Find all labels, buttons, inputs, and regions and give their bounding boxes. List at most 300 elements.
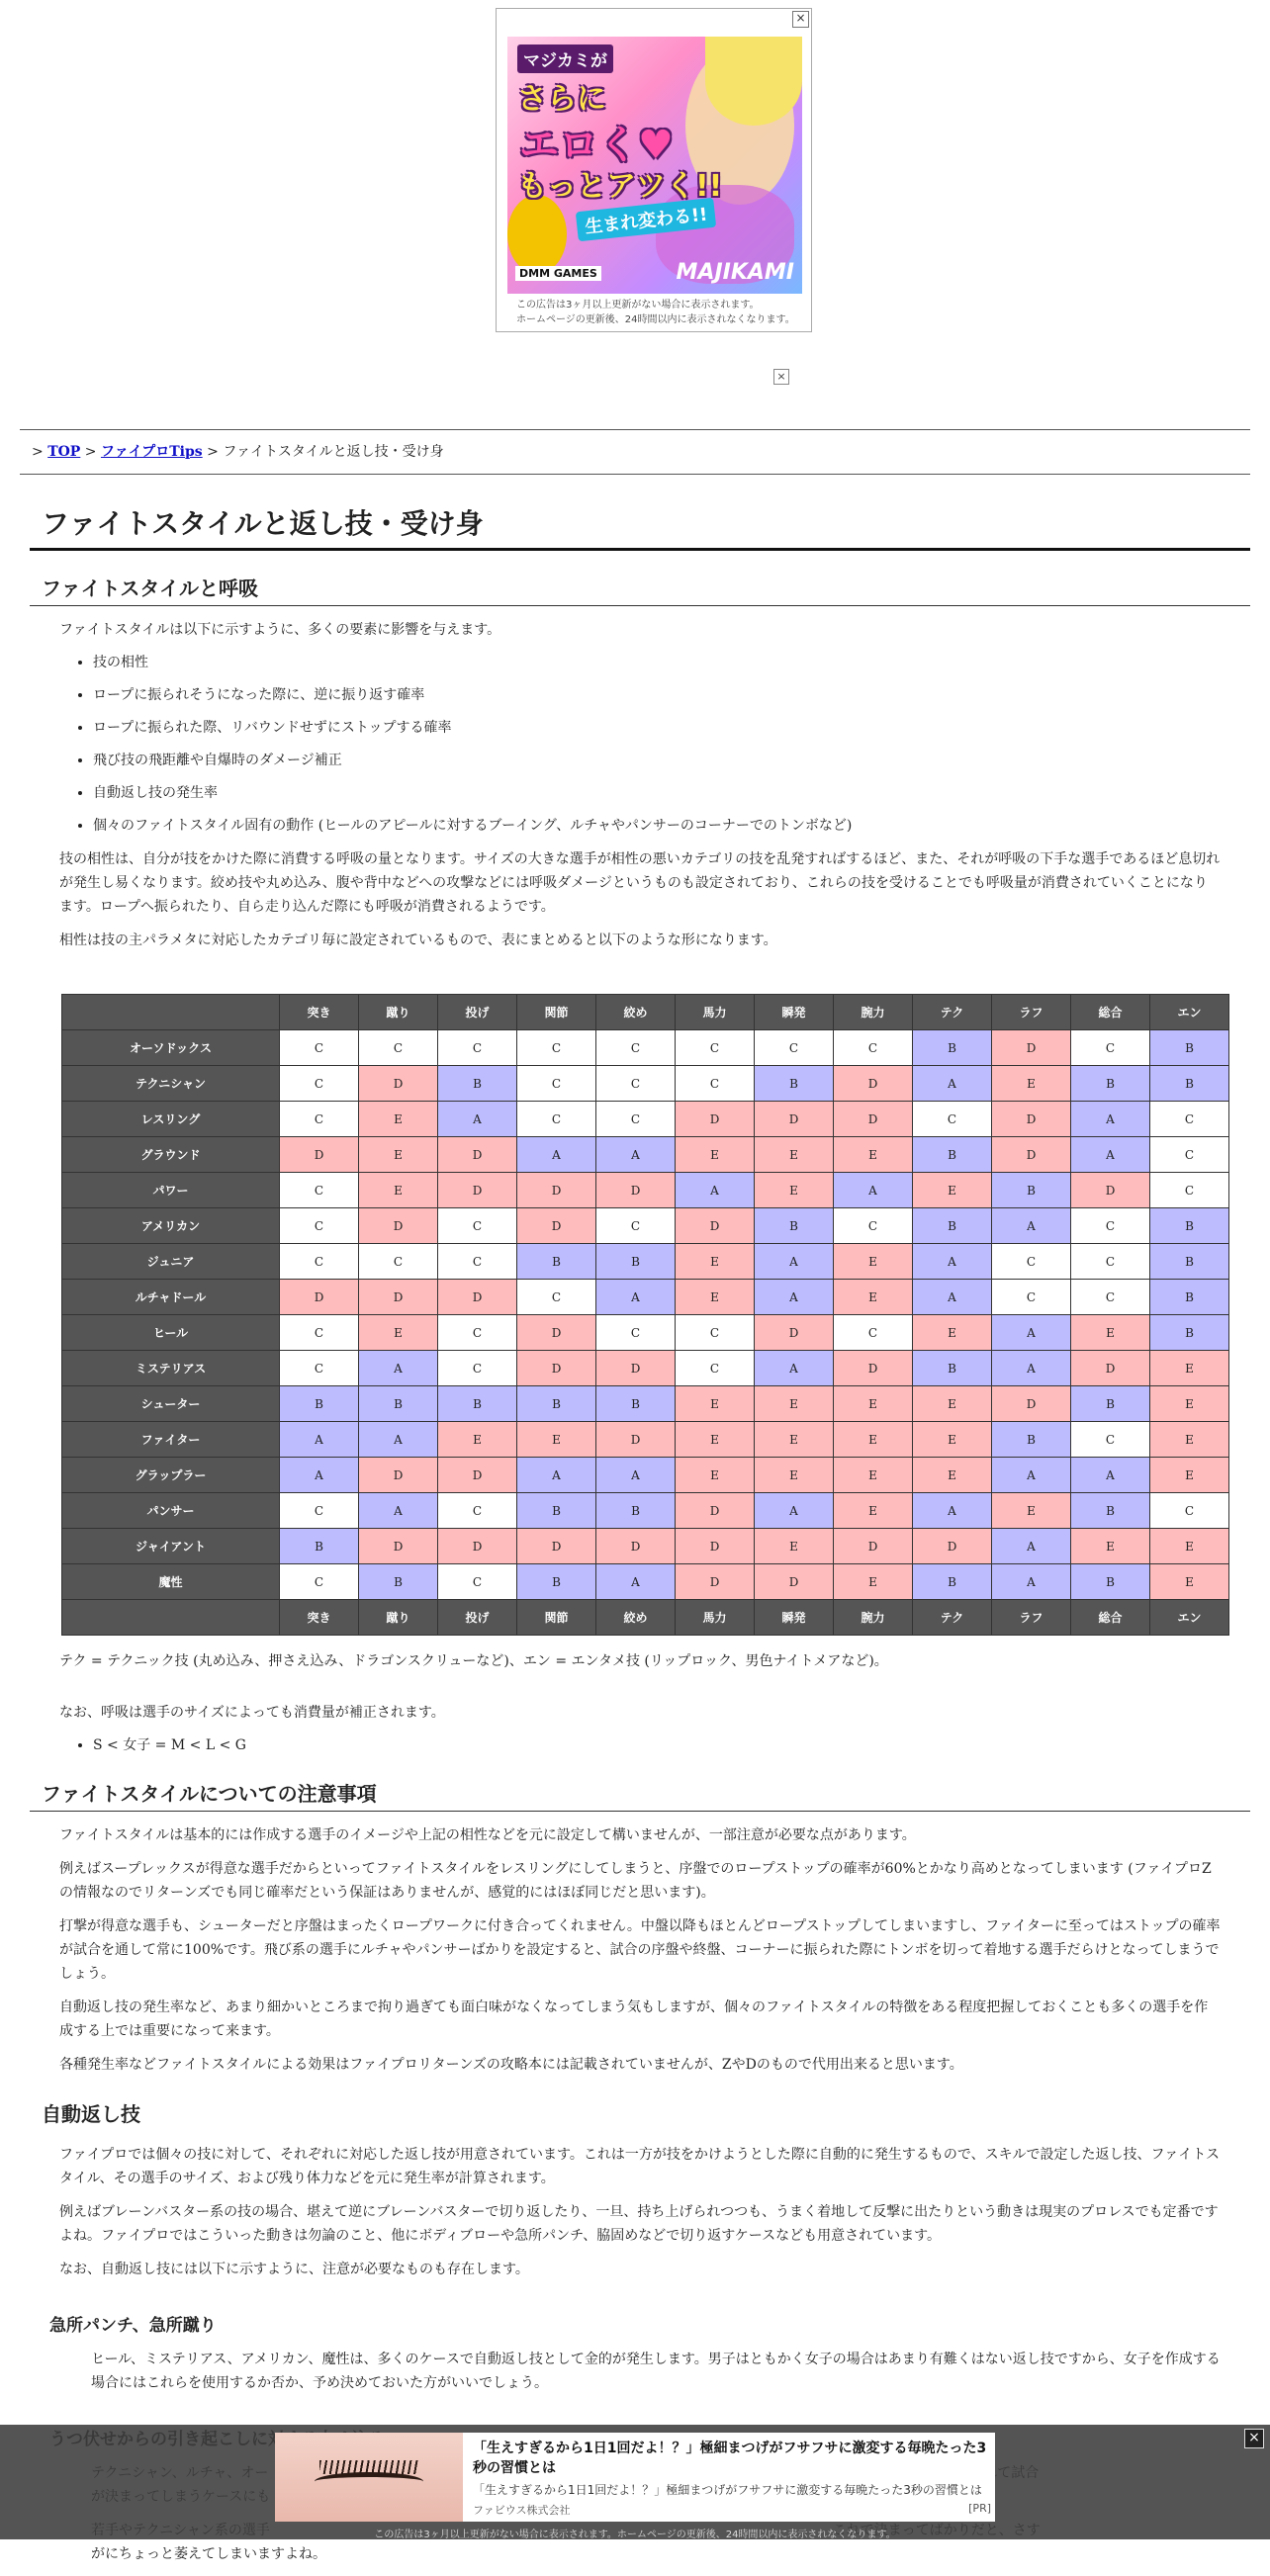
table-row-header: レスリング (62, 1102, 280, 1137)
table-cell: A (596, 1280, 676, 1315)
table-cell: D (517, 1208, 596, 1244)
table-corner-cell (62, 995, 280, 1030)
table-column-header: 関節 (517, 995, 596, 1030)
table-cell: E (834, 1493, 913, 1529)
table-cell: A (1071, 1137, 1150, 1173)
table-cell: E (1071, 1315, 1150, 1351)
table-cell: B (913, 1564, 992, 1600)
table-cell: A (596, 1458, 676, 1493)
section1-intro: ファイトスタイルは以下に示すように、多くの要素に影響を与えます。 (59, 622, 501, 638)
table-cell: C (438, 1208, 517, 1244)
table-cell: D (359, 1529, 438, 1564)
table-cell: A (992, 1529, 1071, 1564)
table-cell: A (1071, 1458, 1150, 1493)
table-row (62, 1529, 1229, 1564)
table-note: テク = テクニック技 (丸め込み、押さえ込み、ドラゴンスクリューなど)、エン = エンタメ技 (リップロック、男色ナイトメアなど)。 (59, 1653, 888, 1669)
table-cell: C (1071, 1208, 1150, 1244)
table-cell: D (992, 1137, 1071, 1173)
table-cell: A (992, 1208, 1071, 1244)
table-cell: E (913, 1422, 992, 1458)
table-cell: E (992, 1493, 1071, 1529)
table-cell: D (438, 1458, 517, 1493)
table-cell: B (1071, 1066, 1150, 1102)
table-cell: E (676, 1458, 755, 1493)
table-cell: D (992, 1030, 1071, 1066)
table-cell: C (755, 1030, 834, 1066)
table-row-header: ルチャドール (62, 1280, 280, 1315)
ad-text-1: マジカミが (517, 44, 613, 73)
table-cell: A (834, 1173, 913, 1208)
table-cell: D (438, 1529, 517, 1564)
breadcrumb-top-link[interactable]: TOP (47, 444, 81, 460)
table-cell: B (1150, 1208, 1229, 1244)
table-cell: E (359, 1137, 438, 1173)
small-close-icon[interactable]: × (773, 369, 789, 385)
table-cell: E (755, 1386, 834, 1422)
section2-p4: 自動返し技の発生率など、あまり細かいところまで拘り過ぎても面白味がなくなってしまう気もしますが、個々のファイトスタイルの特徴をある程度把握しておくことも多くの選手を作成する上では重要になって来ます。 (59, 1999, 1209, 2039)
table-cell: C (1071, 1244, 1150, 1280)
table-cell: B (517, 1244, 596, 1280)
table-cell: E (834, 1386, 913, 1422)
table-cell: E (834, 1422, 913, 1458)
table-row (62, 1030, 1229, 1066)
breadcrumb (20, 429, 1250, 475)
table-cell: C (280, 1066, 359, 1102)
table-cell: C (596, 1208, 676, 1244)
table-cell: E (1150, 1351, 1229, 1386)
table-cell: D (438, 1173, 517, 1208)
table-cell: D (913, 1529, 992, 1564)
table-cell: E (755, 1529, 834, 1564)
ad-text-3: エロく♥ (519, 123, 674, 168)
table-row (62, 1386, 1229, 1422)
table-cell: E (834, 1244, 913, 1280)
table-cell: C (834, 1030, 913, 1066)
section-heading-auto-counter: 自動返し技 (42, 2102, 140, 2126)
list-item: • ロープに振られた際、リバウンドせずにストップする確率 (93, 717, 1250, 739)
section2-p3: 打撃が得意な選手も、シューターだと序盤はまったくロープワークに付き合ってくれません。中盤以降もほとんどロープストップしてしまいますし、ファイターに至ってはストップの確率が試合を通して常に100%です。飛び系の選手にルチャやパンサーばかりを設定すると、試合の序盤や終盤、コーナーに振られた際にトンボを切って着地する選手だらけとなってしまうでしょう。 (59, 1918, 1221, 1982)
section4-p1: ヒール、ミステリアス、アメリカン、魔性は、多くのケースで自動返し技として金的が発生します。男子はともかく女子の場合はあまり有難くはない返し技ですから、女子を作成する場合にはこれらを使用するか否か、予め決めておいた方がいいでしょう。 (91, 2352, 1221, 2391)
table-cell: C (834, 1208, 913, 1244)
table-cell: B (913, 1351, 992, 1386)
table-row-header: ファイター (62, 1422, 280, 1458)
table-cell: D (834, 1351, 913, 1386)
table-cell: C (280, 1102, 359, 1137)
breadcrumb-current: ファイトスタイルと返し技・受け身 (223, 444, 444, 460)
table-cell: A (596, 1137, 676, 1173)
bottom-ad-pr-label: [PR] (968, 2502, 991, 2515)
ad-close-icon[interactable]: × (792, 11, 809, 28)
table-cell: A (992, 1315, 1071, 1351)
character-hair-shape (705, 37, 802, 126)
table-cell: A (359, 1422, 438, 1458)
table-cell: C (1150, 1102, 1229, 1137)
table-corner-cell (62, 1600, 280, 1636)
table-column-header: テク (913, 1600, 992, 1636)
table-cell: C (596, 1102, 676, 1137)
table-cell: E (755, 1458, 834, 1493)
table-row-header: ヒール (62, 1315, 280, 1351)
table-column-header: 投げ (438, 1600, 517, 1636)
table-cell: B (1150, 1030, 1229, 1066)
table-cell: C (280, 1030, 359, 1066)
section3-p1: ファイプロでは個々の技に対して、それぞれに対応した返し技が用意されています。これは一方が技をかけようとした際に自動的に発生するもので、スキルで設定した返し技、ファイトスタイル、その選手のサイズ、および残り体力などを元に発生率が計算されます。 (59, 2147, 1221, 2186)
table-cell: C (676, 1066, 755, 1102)
table-cell: D (517, 1351, 596, 1386)
table-cell: D (676, 1208, 755, 1244)
table-cell: E (1150, 1529, 1229, 1564)
table-cell: D (755, 1564, 834, 1600)
table-cell: B (596, 1386, 676, 1422)
list-item: • 飛び技の飛距離や自爆時のダメージ補正 (93, 750, 1250, 771)
table-cell: C (992, 1280, 1071, 1315)
list-item: • ロープに振られそうになった際に、逆に振り返す確率 (93, 684, 1250, 706)
size-list (59, 1734, 1250, 1756)
list-item: • 技の相性 (93, 652, 1250, 673)
table-cell: E (834, 1137, 913, 1173)
table-row-header: 魔性 (62, 1564, 280, 1600)
table-cell: C (1071, 1030, 1150, 1066)
table-column-header: 瞬発 (755, 995, 834, 1030)
table-cell: D (834, 1529, 913, 1564)
table-column-header: ラフ (992, 995, 1071, 1030)
table-cell: B (755, 1066, 834, 1102)
table-cell: E (676, 1422, 755, 1458)
breadcrumb-tips-link[interactable]: ファイプロTips (100, 444, 203, 460)
table-column-header: 突き (280, 995, 359, 1030)
table-cell: B (517, 1564, 596, 1600)
table-row (62, 1173, 1229, 1208)
table-row (62, 1315, 1229, 1351)
table-column-header: 総合 (1071, 1600, 1150, 1636)
table-column-header: 総合 (1071, 995, 1150, 1030)
table-row-header: ミステリアス (62, 1351, 280, 1386)
table-cell: E (913, 1386, 992, 1422)
table-cell: A (755, 1351, 834, 1386)
table-cell: B (913, 1030, 992, 1066)
table-row-header: アメリカン (62, 1208, 280, 1244)
table-cell: B (1071, 1564, 1150, 1600)
bottom-ad-note: この広告は3ヶ月以上更新がない場合に表示されます。ホームページの更新後、24時間以内に表示されなくなります。 (374, 2530, 896, 2540)
table-row (62, 1564, 1229, 1600)
table-cell: E (1150, 1422, 1229, 1458)
table-cell: E (676, 1244, 755, 1280)
eye-shape (315, 2472, 423, 2491)
table-cell: D (676, 1564, 755, 1600)
table-cell: A (913, 1244, 992, 1280)
table-cell: C (992, 1244, 1071, 1280)
table-cell: B (992, 1173, 1071, 1208)
table-cell: C (438, 1564, 517, 1600)
table-row-header: パンサー (62, 1493, 280, 1529)
table-cell: D (438, 1280, 517, 1315)
ad-note-line-2: ホームページの更新後、24時間以内に表示されなくなります。 (516, 314, 795, 325)
table-column-header: エン (1150, 995, 1229, 1030)
table-cell: A (755, 1493, 834, 1529)
table-cell: B (359, 1564, 438, 1600)
table-cell: C (438, 1030, 517, 1066)
table-cell: D (1071, 1351, 1150, 1386)
table-cell: E (913, 1173, 992, 1208)
table-cell: C (834, 1315, 913, 1351)
size-note: なお、呼吸は選手のサイズによっても消費量が補正されます。 (59, 1705, 445, 1721)
table-cell: D (438, 1137, 517, 1173)
table-cell: E (1071, 1529, 1150, 1564)
list-item: • S < 女子 = M < L < G (93, 1734, 1250, 1756)
list-item: • 自動返し技の発生率 (93, 782, 1250, 804)
page-title: ファイトスタイルと返し技・受け身 (30, 498, 1250, 551)
table-cell: E (517, 1422, 596, 1458)
table-cell: E (755, 1137, 834, 1173)
table-cell: C (280, 1244, 359, 1280)
table-cell: B (359, 1386, 438, 1422)
table-row (62, 1208, 1229, 1244)
table-cell: C (280, 1493, 359, 1529)
table-cell: C (438, 1315, 517, 1351)
table-cell: A (359, 1351, 438, 1386)
bottom-ad-headline[interactable]: 「生えすぎるから1日1回だよ！？」極細まつげがフサフサに激変する毎晩たった3秒の習慣とは (473, 2441, 987, 2476)
subheading-low-blow: 急所パンチ、急所蹴り (49, 2316, 217, 2336)
table-cell: A (913, 1280, 992, 1315)
table-cell: E (676, 1386, 755, 1422)
table-column-header: エン (1150, 1600, 1229, 1636)
table-column-header: 馬力 (676, 1600, 755, 1636)
table-cell: E (992, 1066, 1071, 1102)
table-cell: C (438, 1244, 517, 1280)
table-cell: C (913, 1102, 992, 1137)
table-cell: C (1150, 1173, 1229, 1208)
table-column-header: 突き (280, 1600, 359, 1636)
table-cell: A (1071, 1102, 1150, 1137)
close-icon[interactable]: × (1244, 2429, 1264, 2448)
table-row-header: テクニシャン (62, 1066, 280, 1102)
ad-banner-image[interactable] (507, 37, 802, 294)
table-cell: C (517, 1280, 596, 1315)
table-row (62, 1458, 1229, 1493)
table-row-header: オーソドックス (62, 1030, 280, 1066)
table-row-header: ジャイアント (62, 1529, 280, 1564)
list-item: • 個々のファイトスタイル固有の動作 (ヒールのアピールに対するブーイング、ルチャやパンサーのコーナーでのトンボなど) (93, 815, 1250, 837)
table-row-header: ジュニア (62, 1244, 280, 1280)
table-cell: D (834, 1066, 913, 1102)
table-cell: C (1071, 1280, 1150, 1315)
table-cell: B (992, 1422, 1071, 1458)
table-row-header: シューター (62, 1386, 280, 1422)
table-cell: C (280, 1351, 359, 1386)
table-cell: E (1150, 1458, 1229, 1493)
table-column-header: テク (913, 995, 992, 1030)
table-cell: D (755, 1315, 834, 1351)
table-cell: A (596, 1564, 676, 1600)
table-row (62, 1066, 1229, 1102)
table-cell: C (1150, 1137, 1229, 1173)
balloon-shape (507, 195, 567, 274)
table-column-header: 腕力 (834, 1600, 913, 1636)
table-row (62, 1351, 1229, 1386)
table-cell: C (280, 1564, 359, 1600)
main-content (30, 498, 1250, 2576)
table-cell: B (1150, 1280, 1229, 1315)
table-cell: D (517, 1173, 596, 1208)
table-cell: D (1071, 1173, 1150, 1208)
table-cell: E (755, 1422, 834, 1458)
table-cell: C (517, 1102, 596, 1137)
table-cell: B (913, 1137, 992, 1173)
ad-note-line-1: この広告は3ヶ月以上更新がない場合に表示されます。 (516, 300, 760, 311)
table-cell: B (280, 1386, 359, 1422)
table-cell: E (676, 1137, 755, 1173)
table-column-header: 蹴り (359, 1600, 438, 1636)
section5-p2-line2: がにちょっと萎えてしまいますよね。 (91, 2546, 326, 2562)
table-cell: D (834, 1102, 913, 1137)
table-cell: D (517, 1315, 596, 1351)
table-cell: E (359, 1173, 438, 1208)
table-column-header: 絞め (596, 995, 676, 1030)
bottom-advertisement[interactable] (0, 2425, 1270, 2539)
table-cell: D (676, 1529, 755, 1564)
table-cell: A (755, 1244, 834, 1280)
table-cell: B (1150, 1066, 1229, 1102)
table-cell: E (676, 1280, 755, 1315)
section3-p2: 例えばブレーンバスター系の技の場合、堪えて逆にブレーンバスターで切り返したり、一旦、持ち上げられつつも、うまく着地して反撃に出たりという動きは現実のプロレスでも定番ですよね。ファイプロではこういった動きは勿論のこと、他にボディブローや急所パンチ、脇固めなどで切り返すケースなども用意されています。 (59, 2204, 1219, 2244)
table-cell: B (438, 1066, 517, 1102)
table-cell: E (438, 1422, 517, 1458)
table-column-header: 腕力 (834, 995, 913, 1030)
table-cell: C (280, 1315, 359, 1351)
table-cell: B (1071, 1493, 1150, 1529)
breadcrumb-separator: > (207, 444, 219, 460)
table-cell: E (755, 1173, 834, 1208)
table-cell: C (676, 1315, 755, 1351)
table-cell: C (438, 1493, 517, 1529)
table-cell: C (438, 1351, 517, 1386)
table-cell: B (1071, 1386, 1150, 1422)
compatibility-table (61, 994, 1229, 1636)
bottom-ad-subline[interactable]: 「生えすぎるから1日1回だよ！？」極細まつげがフサフサに激変する毎晩たった3秒の習慣とは (473, 2483, 982, 2497)
table-cell: B (596, 1493, 676, 1529)
table-cell: D (676, 1102, 755, 1137)
section1-para1: 技の相性は、自分が技をかけた際に消費する呼吸の量となります。サイズの大きな選手が相性の悪いカテゴリの技を乱発すればするほど、また、それが呼吸の下手な選手であるほど息切れが発生し易くなります。絞め技や丸め込み、腹や背中などへの攻撃などには呼吸ダメージというものも設定されており、これらの技を受けることでも呼吸量が消費されていくことになります。ロープへ振られたり、自ら走り込んだ際にも呼吸が消費されるようです。 (59, 851, 1221, 915)
table-cell: D (596, 1351, 676, 1386)
table-column-header: ラフ (992, 1600, 1071, 1636)
table-cell: D (359, 1458, 438, 1493)
table-cell: C (280, 1208, 359, 1244)
table-cell: A (676, 1173, 755, 1208)
table-cell: E (834, 1458, 913, 1493)
table-cell: C (517, 1030, 596, 1066)
table-cell: D (992, 1102, 1071, 1137)
table-cell: D (359, 1280, 438, 1315)
table-cell: C (1071, 1422, 1150, 1458)
table-row (62, 1244, 1229, 1280)
section3-p3: なお、自動返し技には以下に示すように、注意が必要なものも存在します。 (59, 2262, 529, 2277)
table-cell: C (359, 1030, 438, 1066)
table-cell: D (359, 1208, 438, 1244)
ad-text-2: さらに (517, 82, 606, 117)
top-advertisement[interactable] (496, 8, 812, 332)
table-cell: B (596, 1244, 676, 1280)
table-header-row (62, 995, 1229, 1030)
table-cell: B (1150, 1244, 1229, 1280)
eyelash-ad-image[interactable] (275, 2433, 463, 2522)
table-row (62, 1102, 1229, 1137)
table-cell: E (913, 1458, 992, 1493)
ad-text-4: もっとアツく!! (517, 169, 723, 204)
section-heading-fight-style: ファイトスタイルと呼吸 (30, 573, 1250, 606)
table-cell: A (992, 1458, 1071, 1493)
ad-note (516, 298, 795, 327)
table-cell: D (280, 1280, 359, 1315)
table-cell: B (517, 1493, 596, 1529)
dmm-games-logo: DMM GAMES (515, 266, 601, 281)
table-cell: E (1150, 1386, 1229, 1422)
table-cell: E (1150, 1564, 1229, 1600)
table-row-header: グラウンド (62, 1137, 280, 1173)
table-cell: A (280, 1422, 359, 1458)
table-column-header: 関節 (517, 1600, 596, 1636)
table-cell: B (913, 1208, 992, 1244)
table-cell: B (755, 1208, 834, 1244)
table-cell: A (517, 1458, 596, 1493)
table-cell: B (1150, 1315, 1229, 1351)
breadcrumb-separator: > (84, 444, 97, 460)
section2-p2: 例えばスープレックスが得意な選手だからといってファイトスタイルをレスリングにしてしまうと、序盤でのロープストップの確率が60%とかなり高めとなってしまいます (ファイプロZの情報なのでリターンズでも同じ確率だという保証はありませんが、感覚的にはほぼ同じだと思います)。 (59, 1861, 1212, 1901)
table-cell: E (834, 1280, 913, 1315)
table-cell: B (280, 1529, 359, 1564)
bottom-ad-sponsor: ファビウス株式会社 (473, 2504, 571, 2517)
table-cell: A (913, 1066, 992, 1102)
table-cell: C (596, 1315, 676, 1351)
table-footer-row (62, 1600, 1229, 1636)
section2-p5: 各種発生率などファイトスタイルによる効果はファイプロリターンズの攻略本には記載されていませんが、ZやDのもので代用出来ると思います。 (59, 2057, 963, 2073)
table-cell: A (913, 1493, 992, 1529)
compat-table-wrapper (61, 994, 1250, 1636)
majikami-logo: MAJIKAMI (676, 260, 794, 285)
table-cell: C (596, 1066, 676, 1102)
table-cell: D (992, 1386, 1071, 1422)
table-cell: D (676, 1493, 755, 1529)
table-row (62, 1137, 1229, 1173)
table-cell: A (517, 1137, 596, 1173)
table-column-header: 投げ (438, 995, 517, 1030)
table-row-header: パワー (62, 1173, 280, 1208)
table-cell: E (834, 1564, 913, 1600)
table-row (62, 1422, 1229, 1458)
table-cell: E (359, 1315, 438, 1351)
section1-para2: 相性は技の主パラメタに対応したカテゴリ毎に設定されているもので、表にまとめると以下のような形になります。 (59, 933, 777, 948)
table-cell: B (438, 1386, 517, 1422)
table-column-header: 蹴り (359, 995, 438, 1030)
table-row-header: グラップラー (62, 1458, 280, 1493)
table-cell: A (359, 1493, 438, 1529)
table-column-header: 馬力 (676, 995, 755, 1030)
table-cell: C (1150, 1493, 1229, 1529)
table-cell: B (517, 1386, 596, 1422)
section-heading-notes: ファイトスタイルについての注意事項 (30, 1778, 1250, 1812)
table-cell: C (596, 1030, 676, 1066)
breadcrumb-separator: > (32, 444, 44, 460)
table-row (62, 1280, 1229, 1315)
table-cell: D (596, 1173, 676, 1208)
table-cell: D (755, 1102, 834, 1137)
effects-list (59, 652, 1250, 837)
table-cell: A (992, 1564, 1071, 1600)
table-cell: A (755, 1280, 834, 1315)
section2-p1: ファイトスタイルは基本的には作成する選手のイメージや上記の相性などを元に設定して構いませんが、一部注意が必要な点があります。 (59, 1827, 916, 1843)
bottom-ad-card[interactable] (275, 2433, 995, 2522)
table-cell: C (676, 1030, 755, 1066)
table-cell: C (676, 1351, 755, 1386)
